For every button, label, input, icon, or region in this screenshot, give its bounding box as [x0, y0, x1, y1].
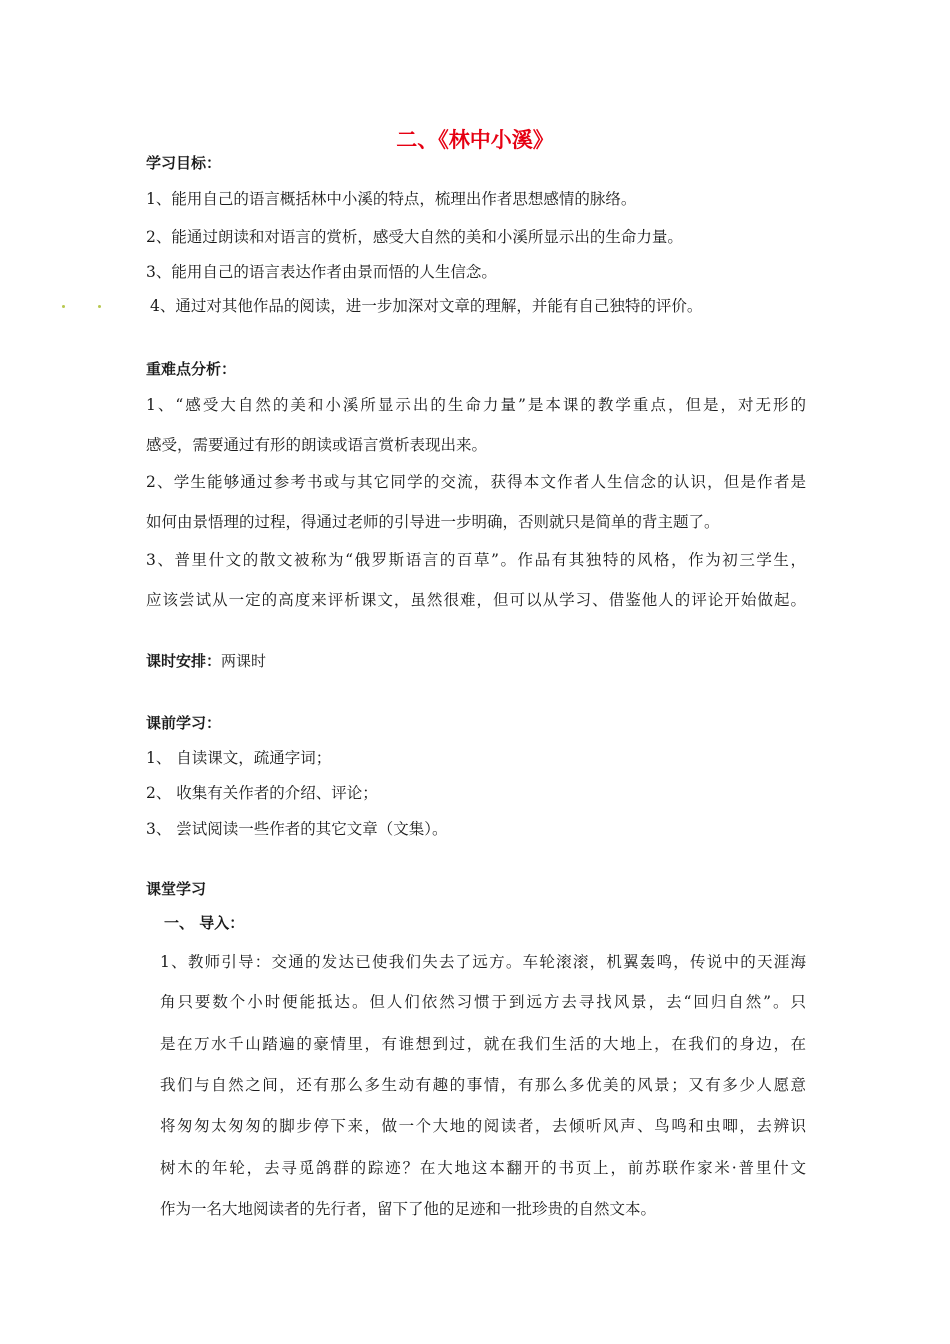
decorative-dot: [98, 305, 101, 308]
prestudy-item: 1、 自读课文，疏通字词；: [146, 749, 332, 767]
goal-item: 4、通过对其他作品的阅读，进一步加深对文章的理解，并能有自己独特的评价。: [150, 297, 703, 315]
schedule-row: [146, 650, 266, 671]
goal-item: 3、能用自己的语言表达作者由景而悟的人生信念。: [146, 263, 497, 281]
intro-line: 是在万水千山踏遍的豪情里，有谁想到过，就在我们生活的大地上，在我们的身边，在: [160, 1035, 806, 1053]
analysis-line: 应该尝试从一定的高度来评析课文，虽然很难，但可以从学习、借鉴他人的评论开始做起。: [146, 591, 806, 609]
decorative-dot: [62, 305, 65, 308]
classroom-subheading: 一、 导入：: [164, 914, 245, 932]
intro-line: 角只要数个小时便能抵达。但人们依然习惯于到远方去寻找风景，去“回归自然”。只: [160, 993, 806, 1011]
goals-heading: 学习目标：: [146, 154, 222, 172]
prestudy-item: 3、 尝试阅读一些作者的其它文章（文集）。: [146, 820, 448, 838]
analysis-line: 2、学生能够通过参考书或与其它同学的交流，获得本文作者人生信念的认识，但是作者是: [146, 473, 806, 491]
intro-line: 我们与自然之间，还有那么多生动有趣的事情，有那么多优美的风景；又有多少人愿意: [160, 1076, 806, 1094]
document-title: 二、《林中小溪》: [396, 127, 554, 152]
goal-item: 2、能通过朗读和对语言的赏析，感受大自然的美和小溪所显示出的生命力量。: [146, 228, 683, 246]
intro-line: 树木的年轮，去寻觅鸽群的踪迹？在大地这本翻开的书页上，前苏联作家米·普里什文: [160, 1159, 806, 1177]
analysis-line: 3、普里什文的散文被称为“俄罗斯语言的百草”。作品有其独特的风格，作为初三学生，: [146, 551, 806, 569]
intro-line: 作为一名大地阅读者的先行者，留下了他的足迹和一批珍贵的自然文本。: [160, 1200, 657, 1218]
analysis-heading: 重难点分析：: [146, 360, 237, 378]
schedule-label: 课时安排：: [146, 652, 222, 670]
analysis-line: 如何由景悟理的过程，得通过老师的引导进一步明确，否则就只是简单的背主题了。: [146, 513, 720, 531]
prestudy-heading: 课前学习：: [146, 714, 222, 732]
goal-item: 1、能用自己的语言概括林中小溪的特点，梳理出作者思想感情的脉络。: [146, 190, 637, 208]
schedule-value: 两课时: [221, 652, 267, 670]
classroom-heading: 课堂学习: [146, 880, 207, 898]
analysis-line: 1、“感受大自然的美和小溪所显示出的生命力量”是本课的教学重点，但是，对无形的: [146, 396, 806, 414]
intro-line: 1、教师引导：交通的发达已使我们失去了远方。车轮滚滚，机翼轰鸣，传说中的天涯海: [160, 953, 806, 971]
prestudy-item: 2、 收集有关作者的介绍、评论；: [146, 784, 378, 802]
analysis-line: 感受，需要通过有形的朗读或语言赏析表现出来。: [146, 436, 488, 454]
intro-line: 将匆匆太匆匆的脚步停下来，做一个大地的阅读者，去倾听风声、鸟鸣和虫唧，去辨识: [160, 1117, 806, 1135]
